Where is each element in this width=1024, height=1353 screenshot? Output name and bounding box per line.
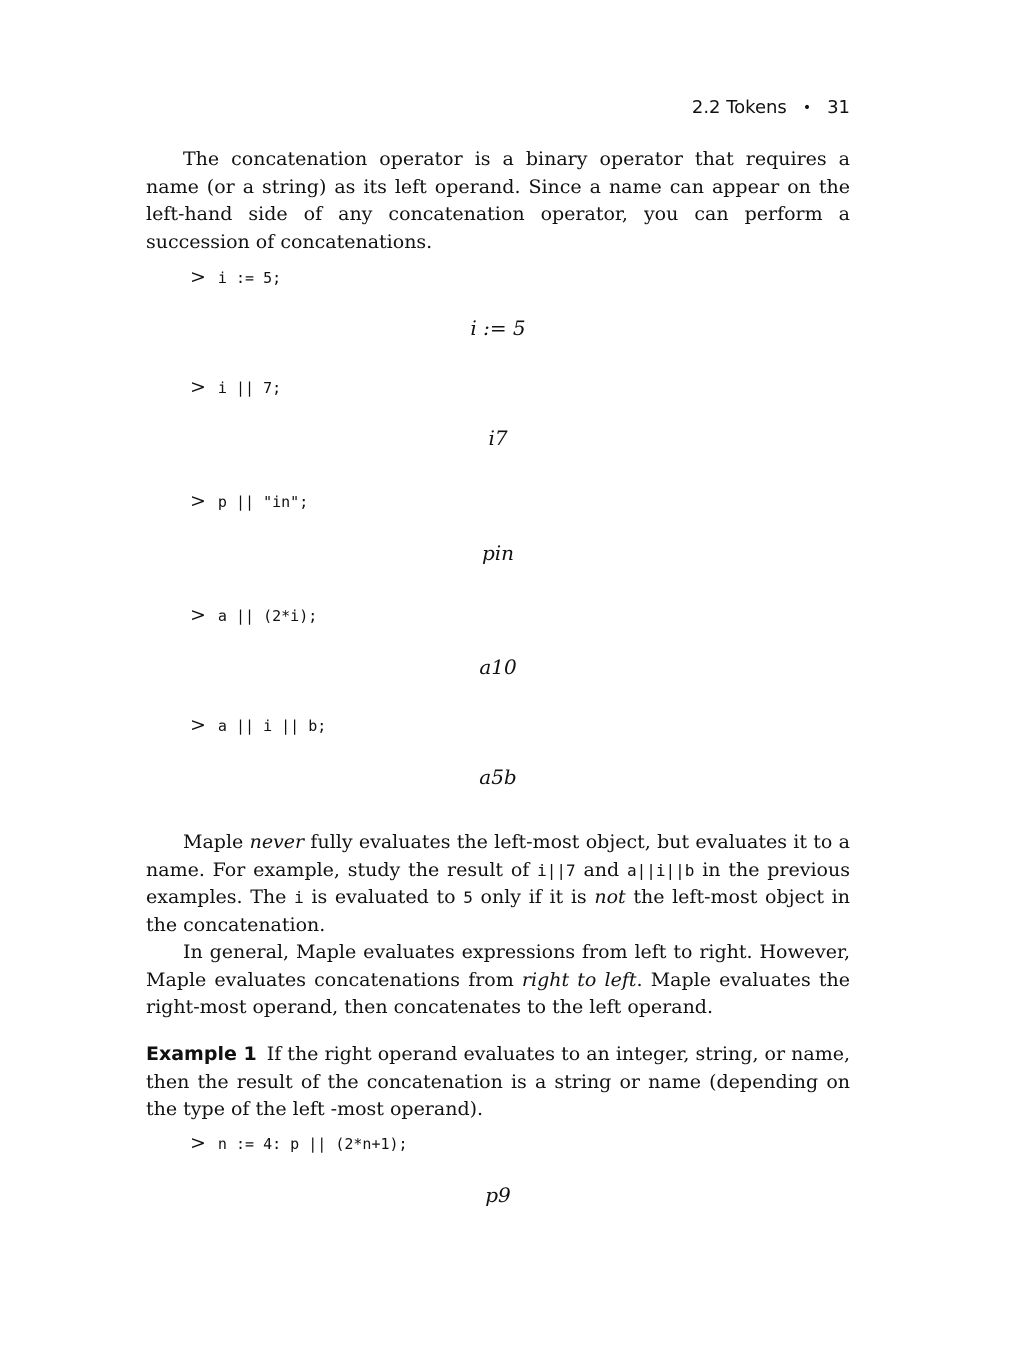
prompt-symbol: >: [190, 714, 206, 736]
code-i: i: [294, 888, 304, 907]
code-i-7: i||7: [537, 860, 576, 880]
command-input: a || (2*i);: [217, 607, 318, 625]
command-input: n := 4: p || (2*n+1);: [217, 1135, 408, 1153]
emphasis-not: not: [594, 886, 626, 908]
emphasis-never: never: [249, 831, 305, 853]
intro-paragraph: The concatenation operator is a binary operator that requires a name (or a string) as its left operand. Since a name can appear on the left-hand side of any concatenation operator, you can perform a succession of concatenations.: [146, 148, 850, 253]
command-output-4: a10: [479, 655, 517, 679]
text-run: fully evaluates the left-most object, but evaluates it to a name. For example, study the result of: [146, 831, 850, 881]
command-output-2: i7: [488, 426, 508, 450]
example-text: If the right operand evaluates to an integer, string, or name, then the result of the concatenation is a string or name (depending on the type of the left -most operand).: [146, 1043, 850, 1120]
text-run: . Maple evaluates the right-most operand, then concatenates to the left operand.: [146, 968, 850, 1018]
text-run: In general, Maple evaluates expressions from left to right. However, Maple evaluates concatenations from: [146, 941, 850, 991]
command-output-5: a5b: [479, 765, 517, 789]
prompt-symbol: >: [190, 376, 206, 398]
command-input: a || i || b;: [217, 717, 327, 735]
prompt-symbol: >: [190, 490, 206, 512]
text-run: and: [575, 858, 627, 881]
running-header: [692, 97, 850, 118]
page-number: 31: [827, 97, 850, 118]
text-run: is evaluated to: [303, 886, 464, 908]
text-run: Maple: [183, 831, 250, 853]
emphasis-right-to-left: right to left: [521, 968, 637, 991]
code-5: 5: [463, 888, 473, 907]
command-line-4: [146, 604, 894, 626]
command-input: i := 5;: [217, 269, 282, 287]
command-line-1: [146, 266, 894, 288]
command-input: i || 7;: [217, 379, 282, 397]
text-run: the left-most object in the concatenation.: [146, 886, 850, 936]
example-output: p9: [485, 1183, 511, 1207]
text-run: in the previous examples. The: [146, 858, 850, 908]
command-output-1: i := 5: [470, 316, 526, 340]
prompt-symbol: >: [190, 1132, 206, 1154]
command-output-3: pin: [481, 541, 515, 565]
command-line-2: [146, 376, 894, 398]
command-line-5: [146, 714, 894, 736]
command-line-3: [146, 490, 894, 512]
order-paragraph: [146, 939, 850, 1022]
example-command-line: [146, 1132, 894, 1154]
example-paragraph: [146, 1041, 850, 1124]
code-a-i-b: a||i||b: [626, 860, 695, 880]
text-run: only if it is: [472, 886, 595, 908]
prompt-symbol: >: [190, 604, 206, 626]
evaluation-paragraph: [146, 829, 850, 939]
example-label: Example 1: [146, 1043, 257, 1065]
section-title: 2.2 Tokens: [691, 97, 787, 118]
bullet-separator: •: [802, 100, 812, 116]
prompt-symbol: >: [190, 266, 206, 288]
command-input: p || "in";: [217, 493, 309, 511]
